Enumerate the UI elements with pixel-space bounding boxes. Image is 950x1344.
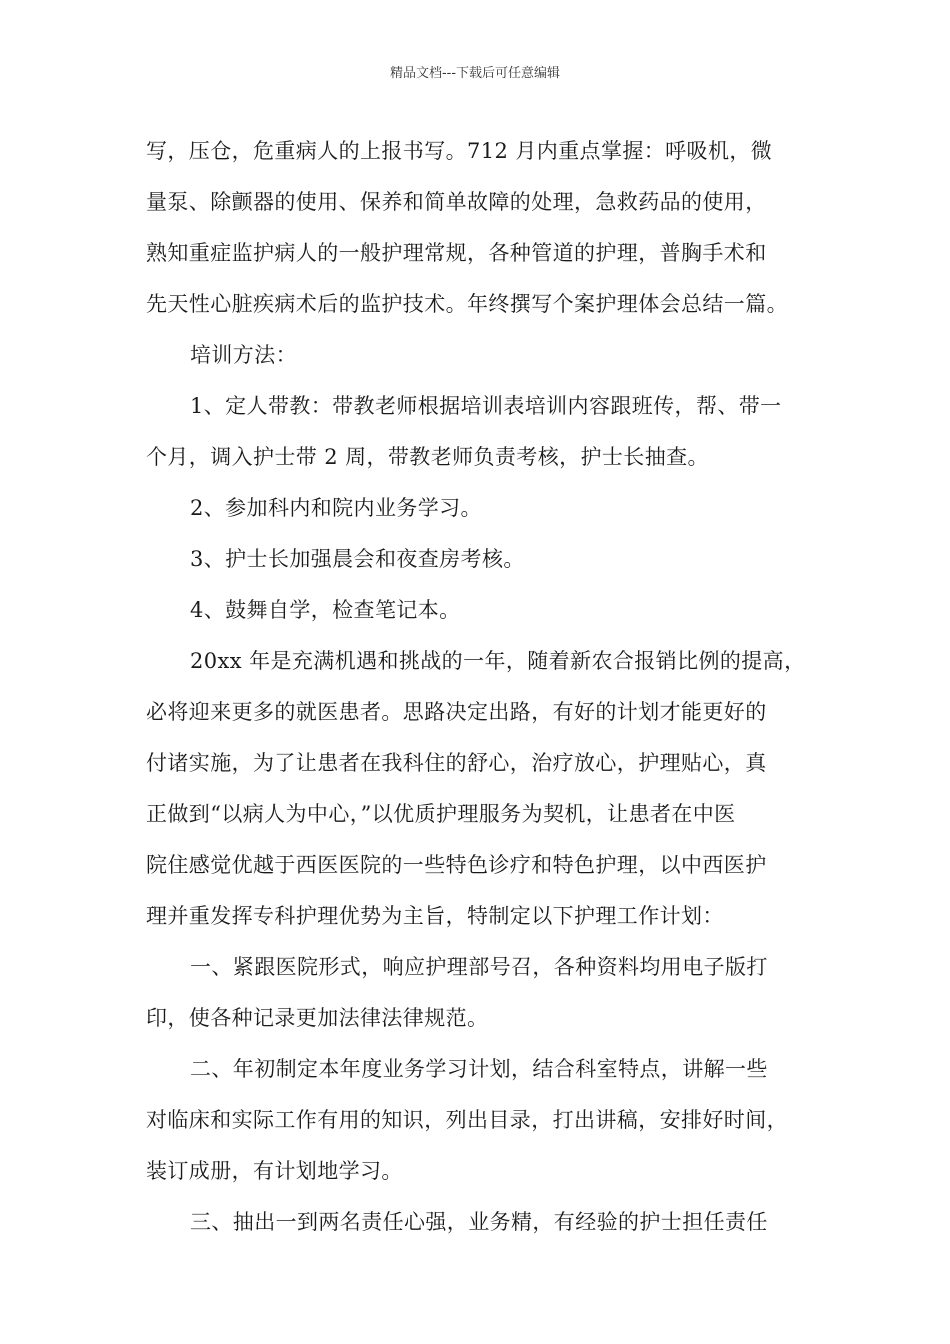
list-item: 1、定人带教：带教老师根据培训表培训内容跟班传，帮、带一: [190, 394, 782, 418]
text-line: 正做到“以病人为中心，”以优质护理服务为契机，让患者在中医: [146, 802, 736, 826]
text-line: 印，使各种记录更加法律法律规范。: [146, 1006, 489, 1030]
list-item: 三、抽出一到两名责任心强，业务精，有经验的护士担任责任: [190, 1210, 768, 1234]
list-item: 4、鼓舞自学，检查笔记本。: [190, 598, 461, 622]
text-line: 付诸实施，为了让患者在我科住的舒心，治疗放心，护理贴心，真: [146, 751, 767, 775]
list-item: 二、年初制定本年度业务学习计划，结合科室特点，讲解一些: [190, 1057, 768, 1081]
text-line: 量泵、除颤器的使用、保养和简单故障的处理，急救药品的使用，: [146, 190, 767, 214]
list-item: 一、紧跟医院形式，响应护理部号召，各种资料均用电子版打: [190, 955, 768, 979]
text-line: 写，压仓，危重病人的上报书写。712 月内重点掌握：呼吸机，微: [146, 139, 773, 163]
text-line: 理并重发挥专科护理优势为主旨，特制定以下护理工作计划：: [146, 904, 724, 928]
section-heading: 培训方法：: [190, 343, 297, 367]
text-line: 必将迎来更多的就医患者。思路决定出路，有好的计划才能更好的: [146, 700, 767, 724]
text-line: 装订成册，有计划地学习。: [146, 1159, 403, 1183]
text-line: 个月，调入护士带 2 周，带教老师负责考核，护士长抽查。: [146, 445, 709, 469]
text-line: 院住感觉优越于西医医院的一些特色诊疗和特色护理，以中西医护: [146, 853, 767, 877]
list-item: 3、护士长加强晨会和夜查房考核。: [190, 547, 525, 571]
text-line: 熟知重症监护病人的一般护理常规，各种管道的护理，普胸手术和: [146, 241, 767, 265]
text-line: 先天性心脏疾病术后的监护技术。年终撰写个案护理体会总结一篇。: [146, 292, 788, 316]
page-header: 精品文档---下载后可任意编辑: [389, 66, 561, 81]
text-line: 对临床和实际工作有用的知识，列出目录，打出讲稿，安排好时间，: [146, 1108, 788, 1132]
document-body: [146, 126, 820, 1248]
list-item: 2、参加科内和院内业务学习。: [190, 496, 482, 520]
paragraph-start: 20xx 年是充满机遇和挑战的一年，随着新农合报销比例的提高，: [190, 649, 806, 673]
